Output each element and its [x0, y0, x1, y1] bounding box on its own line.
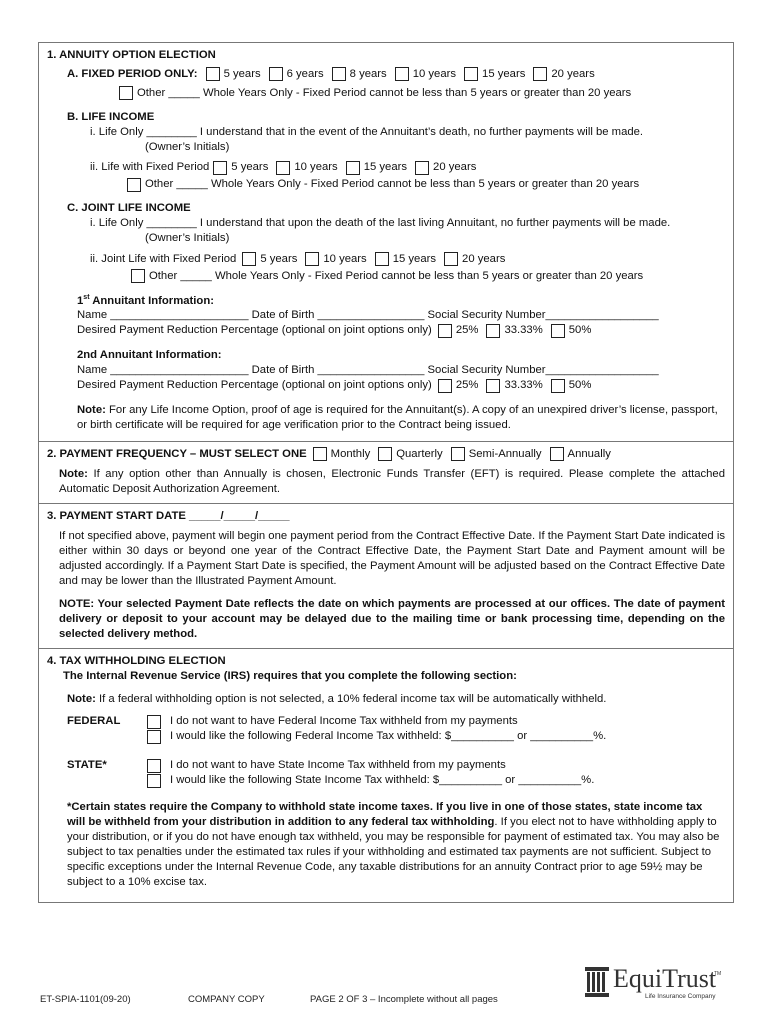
logo-subtitle: Life Insurance Company [645, 993, 716, 1000]
life-fixed-15-checkbox[interactable] [346, 161, 360, 175]
section-tax-withholding [39, 649, 733, 902]
annuitant-1-title: 1st Annuitant Information: [77, 293, 214, 307]
ann1-3333-checkbox[interactable] [486, 324, 500, 338]
life-only-initials: (Owner’s Initials) [145, 140, 230, 153]
ann1-25-label: 25% [455, 324, 479, 337]
fixed-5-label: 5 years [223, 67, 261, 80]
fixed-15-label: 15 years [482, 67, 526, 80]
monthly-label: Monthly [330, 447, 371, 460]
semi-annually-label: Semi-Annually [468, 447, 542, 460]
form-number: ET-SPIA-1101(09-20) [40, 994, 131, 1005]
section-payment-start-date [39, 504, 733, 649]
life-fixed-10-checkbox[interactable] [276, 161, 290, 175]
annuitant-1-name-line[interactable]: Name ______________________ Date of Birth _________________ Social Security Number__________________ [77, 309, 659, 322]
ann2-3333-checkbox[interactable] [486, 379, 500, 393]
fixed-period-label: A. FIXED PERIOD ONLY: [67, 67, 198, 80]
state-withholding-disclosure: *Certain states require the Company to withhold state income taxes. If you live in one of those states, state income tax will be withheld from your distribution in addition to any federal tax withholding. If you elect not to have withholding apply to your distribution, or if you do not have enough tax withheld, you may be responsible for payment of estimated tax. You may also be subject to tax penalties under the estimated tax rules if your withholding and estimated tax payments are not sufficient. Subject to specific exceptions under the Internal Revenue Code, any taxable distributions for an annuity Contract prior to age 59½ may be subject to a 10% excise tax. [67, 801, 720, 888]
life-other-checkbox[interactable] [127, 178, 141, 192]
ann2-50-label: 50% [568, 379, 592, 392]
life-fixed-10-label: 10 years [294, 161, 338, 174]
fixed-5-checkbox[interactable] [206, 67, 220, 81]
state-no-withhold-checkbox[interactable] [147, 759, 161, 773]
annually-label: Annually [567, 447, 611, 460]
page-indicator: PAGE 2 OF 3 – Incomplete without all pages [310, 994, 498, 1005]
life-fixed-5-checkbox[interactable] [213, 161, 227, 175]
joint-fixed-15-checkbox[interactable] [375, 252, 389, 266]
logo-trademark: TM [714, 971, 722, 977]
joint-other-checkbox[interactable] [131, 269, 145, 283]
federal-label: FEDERAL [67, 715, 121, 728]
form-frame [38, 42, 734, 903]
logo-wordmark: EquiTrust [613, 964, 717, 993]
state-withhold-text: I would like the following State Income Tax withheld: $__________ or __________%. [170, 774, 595, 787]
life-income-label: B. LIFE INCOME [67, 110, 155, 123]
ann2-50-checkbox[interactable] [551, 379, 565, 393]
ann2-25-checkbox[interactable] [438, 379, 452, 393]
section-4-heading: 4. TAX WITHHOLDING ELECTION [47, 654, 226, 667]
ann1-25-checkbox[interactable] [438, 324, 452, 338]
life-fixed-label: ii. Life with Fixed Period [90, 161, 210, 174]
annuitant-2-title: 2nd Annuitant Information: [77, 349, 222, 362]
joint-fixed-5-label: 5 years [260, 252, 298, 265]
joint-fixed-label: ii. Joint Life with Fixed Period [90, 252, 237, 265]
quarterly-label: Quarterly [396, 447, 443, 460]
fixed-20-label: 20 years [551, 67, 595, 80]
annually-checkbox[interactable] [550, 447, 564, 461]
ann1-50-checkbox[interactable] [551, 324, 565, 338]
joint-life-label: C. JOINT LIFE INCOME [67, 202, 191, 215]
pillar-icon [585, 967, 609, 997]
joint-life-initials: (Owner’s Initials) [145, 232, 230, 245]
joint-other-text: Other _____ Whole Years Only - Fixed Period cannot be less than 5 years or greater than 20 years [149, 269, 644, 282]
annuitant-2-name-line[interactable]: Name ______________________ Date of Birth _________________ Social Security Number__________________ [77, 364, 659, 377]
federal-no-withhold-text: I do not want to have Federal Income Tax withheld from my payments [170, 715, 518, 728]
irs-subheading: The Internal Revenue Service (IRS) requires that you complete the following section: [63, 669, 517, 682]
section-1-heading: 1. ANNUITY OPTION ELECTION [47, 49, 216, 61]
ann1-50-label: 50% [568, 324, 592, 337]
life-only-text: i. Life Only ________ I understand that in the event of the Annuitant’s death, no further payments will be made. [90, 125, 644, 138]
section-annuity-option [39, 43, 733, 442]
withholding-note: Note: If a federal withholding option is not selected, a 10% federal income tax will be automatically withheld. [67, 692, 607, 705]
state-no-withhold-text: I do not want to have State Income Tax withheld from my payments [170, 759, 506, 772]
federal-withhold-checkbox[interactable] [147, 730, 161, 744]
joint-fixed-5-checkbox[interactable] [242, 252, 256, 266]
life-fixed-5-label: 5 years [231, 161, 269, 174]
start-date-paragraph: If not specified above, payment will begin one payment period from the Contract Effective Date. If the Payment Start Date indicated is either within 30 days or beyond one year of the Contract Effective Date, the Payment Start Date and Payment amount will be adjusted accordingly. If a Payment Start Date is specified, the Payment Amount will be adjusted based on the Contract Effective Date and may be lower than the Illustrated Payment Amount. [59, 530, 725, 588]
copy-label: COMPANY COPY [188, 994, 265, 1005]
joint-fixed-20-label: 20 years [462, 252, 506, 265]
equitrust-logo [585, 965, 725, 1001]
state-label: STATE* [67, 759, 107, 772]
fixed-6-label: 6 years [286, 67, 324, 80]
section-3-heading: 3. PAYMENT START DATE _____/_____/_____ [47, 509, 290, 522]
joint-fixed-10-checkbox[interactable] [305, 252, 319, 266]
state-withhold-checkbox[interactable] [147, 774, 161, 788]
payment-frequency-note: Note: If any option other than Annually is chosen, Electronic Funds Transfer (EFT) is required. Please complete the attached Automatic Deposit Authorization Agreement. [59, 467, 725, 495]
federal-withhold-text: I would like the following Federal Income Tax withheld: $__________ or __________%. [170, 730, 607, 743]
ann1-3333-label: 33.33% [504, 324, 543, 337]
fixed-20-checkbox[interactable] [533, 67, 547, 81]
monthly-checkbox[interactable] [313, 447, 327, 461]
joint-life-only-text: i. Life Only ________ I understand that upon the death of the last living Annuitant, no further payments will be made. [90, 217, 671, 230]
life-fixed-20-label: 20 years [433, 161, 477, 174]
fixed-other-text: Other _____ Whole Years Only - Fixed Period cannot be less than 5 years or greater than 20 years [137, 86, 632, 99]
fixed-8-checkbox[interactable] [332, 67, 346, 81]
ann2-3333-label: 33.33% [504, 379, 543, 392]
federal-no-withhold-checkbox[interactable] [147, 715, 161, 729]
fixed-15-checkbox[interactable] [464, 67, 478, 81]
joint-fixed-10-label: 10 years [323, 252, 367, 265]
fixed-10-checkbox[interactable] [395, 67, 409, 81]
semi-annually-checkbox[interactable] [451, 447, 465, 461]
fixed-10-label: 10 years [412, 67, 457, 80]
annuitant-2-reduction-label: Desired Payment Reduction Percentage (optional on joint options only) [77, 379, 432, 392]
annuitant-1-reduction-label: Desired Payment Reduction Percentage (optional on joint options only) [77, 324, 432, 337]
joint-fixed-20-checkbox[interactable] [444, 252, 458, 266]
section-2-heading: 2. PAYMENT FREQUENCY – MUST SELECT ONE [47, 447, 307, 460]
life-other-text: Other _____ Whole Years Only - Fixed Period cannot be less than 5 years or greater than 20 years [145, 178, 640, 191]
joint-fixed-15-label: 15 years [392, 252, 437, 265]
life-fixed-15-label: 15 years [363, 161, 408, 174]
start-date-note: NOTE: Your selected Payment Date reflects the date on which payments are processed at our offices. The date of payment delivery or deposit to your account may be delayed due to the mailing time or bank processing time, depending on the selected delivery method. [59, 598, 725, 640]
fixed-other-checkbox[interactable] [119, 86, 133, 100]
quarterly-checkbox[interactable] [378, 447, 392, 461]
life-income-note: Note: For any Life Income Option, proof of age is required for the Annuitant(s). A copy of an unexpired driver’s license, passport, or birth certificate will be required for age verification prior to the Contract being issued. [77, 403, 718, 431]
ann2-25-label: 25% [455, 379, 479, 392]
section-payment-frequency [39, 442, 733, 504]
life-fixed-20-checkbox[interactable] [415, 161, 429, 175]
fixed-8-label: 8 years [349, 67, 387, 80]
fixed-6-checkbox[interactable] [269, 67, 283, 81]
